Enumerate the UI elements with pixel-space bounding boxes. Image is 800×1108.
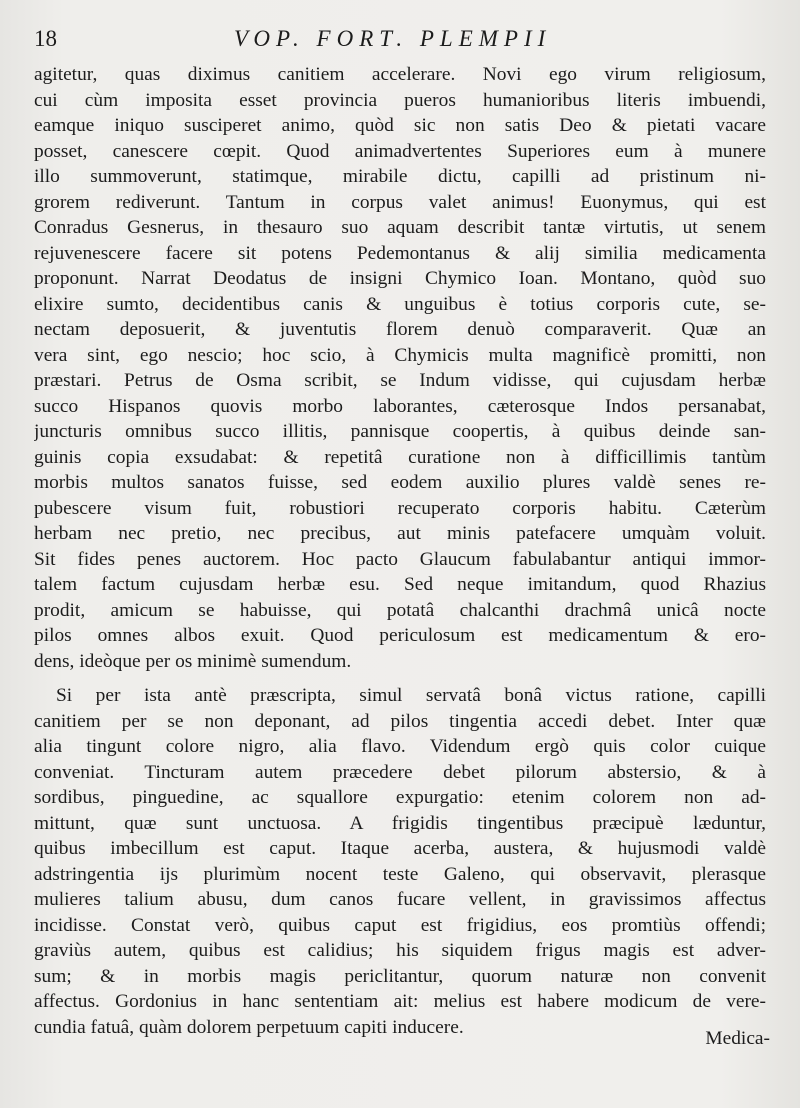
text-line: Sit fides penes auctorem. Hoc pacto Glaucum fabulabantur antiqui immor- xyxy=(34,548,766,570)
text-line: mulieres talium abusu, dum canos fucare vellent, in gravissimos affectus xyxy=(34,889,766,910)
text-body xyxy=(34,62,766,1040)
text-line: alia tingunt colore nigro, alia flavo. Videndum ergò quis color cuique xyxy=(34,736,766,757)
text-line: grorem rediverunt. Tantum in corpus valet animus! Euonymus, qui est xyxy=(34,191,766,213)
text-line: succo Hispanos quovis morbo laborantes, cæterosque Indos persanabat, xyxy=(34,395,766,417)
text-line: incidisse. Constat verò, quibus caput est frigidius, eos promtiùs offendi; xyxy=(34,914,766,936)
text-line: sum; & in morbis magis periclitantur, quorum naturæ non convenit xyxy=(34,965,766,987)
paragraph-gap xyxy=(34,674,766,683)
text-line: mittunt, quæ sunt unctuosa. A frigidis tingentibus præcipuè læduntur, xyxy=(34,812,766,834)
running-head: VOP. FORT. PLEMPII xyxy=(234,26,552,51)
paragraph xyxy=(34,62,766,674)
text-line: præstari. Petrus de Osma scribit, se Indum vidisse, qui cujusdam herbæ xyxy=(34,370,766,391)
text-line: morbis multos sanatos fuisse, sed eodem auxilio plures valdè senes re- xyxy=(34,472,766,493)
text-line: proponunt. Narrat Deodatus de insigni Chymico Ioan. Montano, quòd suo xyxy=(34,268,766,289)
paragraph xyxy=(34,683,766,1040)
text-line: adstringentia ijs plurimùm nocent teste Galeno, qui observavit, plerasque xyxy=(34,863,766,885)
text-line: affectus. Gordonius in hanc sententiam ait: melius est habere modicum de vere- xyxy=(34,991,766,1012)
text-line: nectam deposuerit, & juventutis florem denuò comparaverit. Quæ an xyxy=(34,319,766,340)
text-line: dens, ideòque per os minimè sumendum. xyxy=(34,650,352,672)
text-line: vera sint, ego nescio; hoc scio, à Chymicis multa magnificè promitti, non xyxy=(34,344,766,366)
text-line: pilos omnes albos exuit. Quod periculosum est medicamentum & ero- xyxy=(34,625,766,646)
text-line: juncturis omnibus succo illitis, pannisque coopertis, à quibus deinde san- xyxy=(34,421,766,442)
text-line: herbam nec pretio, nec precibus, aut minis patefacere umquàm voluit. xyxy=(34,523,766,544)
text-line: Si per ista antè præscripta, simul servatâ bonâ victus ratione, capilli xyxy=(56,685,766,706)
text-line: eamque iniquo susciperet animo, quòd sic non satis Deo & pietati vacare xyxy=(34,115,766,136)
text-line: posset, canescere cœpit. Quod animadvertentes Superiores eum à munere xyxy=(34,140,766,162)
text-line: cui cùm imposita esset provincia pueros humanioribus literis imbuendi, xyxy=(34,89,766,111)
text-line: cundia fatuâ, quàm dolorem perpetuum capiti inducere. xyxy=(34,1016,464,1038)
text-line: rejuvenescere facere sit potens Pedemontanus & alij similia medicamenta xyxy=(34,242,766,264)
text-line: graviùs autem, quibus est calidius; his siquidem frigus magis est adver- xyxy=(34,940,766,961)
text-line: conveniat. Tincturam autem præcedere debet pilorum abstersio, & à xyxy=(34,761,766,783)
text-line: sordibus, pinguedine, ac squallore expurgatio: etenim colorem non ad- xyxy=(34,787,766,808)
text-line: Conradus Gesnerus, in thesauro suo aquam describit tantæ virtutis, ut senem xyxy=(34,217,766,238)
text-line: canitiem per se non deponant, ad pilos tingentia accedi debet. Inter quæ xyxy=(34,710,766,732)
text-line: pubescere visum fuit, robustiori recuperato corporis habitu. Cæterùm xyxy=(34,497,766,519)
text-line: talem factum cujusdam herbæ esu. Sed neque imitandum, quod Rhazius xyxy=(34,574,766,595)
text-line: agitetur, quas diximus canitiem accelerare. Novi ego virum religiosum, xyxy=(34,64,766,85)
text-line: illo summoverunt, statimque, mirabile dictu, capilli ad pristinum ni- xyxy=(34,166,766,187)
text-line: quibus imbecillum est caput. Itaque acerba, austera, & hujusmodi valdè xyxy=(34,838,766,859)
page-number: 18 xyxy=(34,26,57,51)
text-line: guinis copia exsudabat: & repetitâ curatione non à difficillimis tantùm xyxy=(34,446,766,468)
page-header xyxy=(34,26,760,56)
catchword: Medica- xyxy=(705,1028,770,1049)
text-line: prodit, amicum se habuisse, qui potatâ chalcanthi drachmâ unicâ nocte xyxy=(34,599,766,621)
text-line: elixire sumto, decidentibus canis & unguibus è totius corporis cute, se- xyxy=(34,293,766,315)
